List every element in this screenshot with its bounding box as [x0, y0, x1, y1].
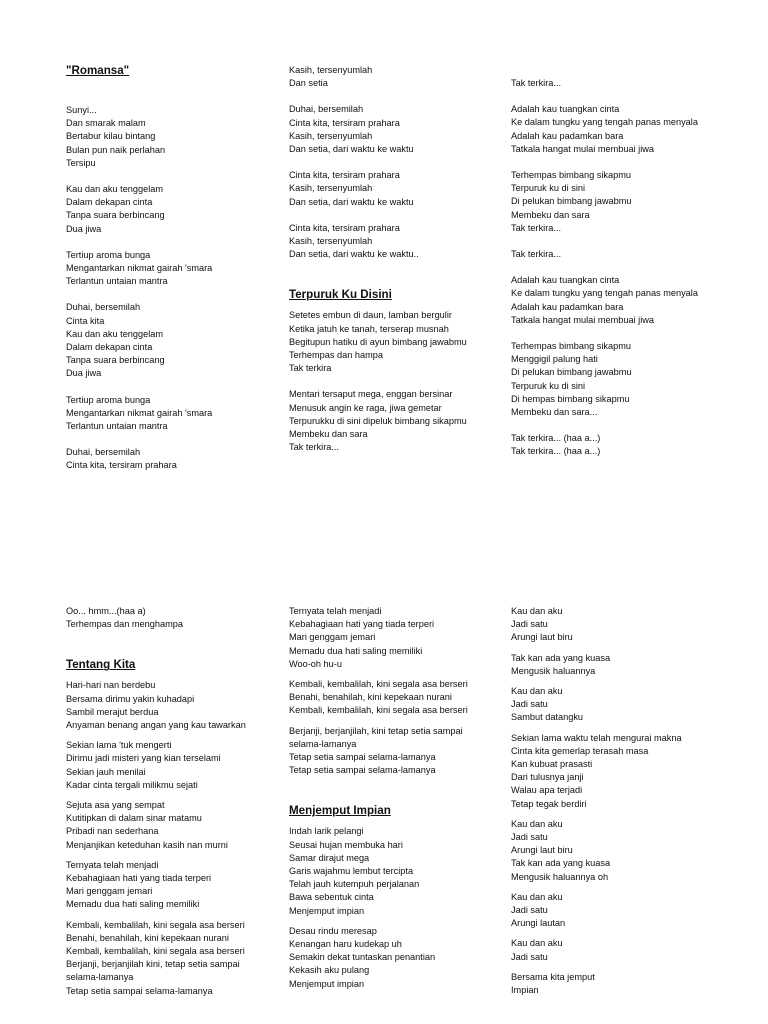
- column-3: [511, 605, 736, 997]
- lyric-line: Cinta kita gemerlap terasah masa: [511, 745, 649, 756]
- lyric-line: Terpuruk ku di sini: [511, 380, 586, 391]
- lyric-line: Hari-hari nan berdebu: [66, 680, 156, 691]
- lyric-line: Terhempas bimbang sikapmu: [511, 170, 632, 181]
- stanza: [511, 169, 736, 235]
- lyric-line: Dan setia, dari waktu ke waktu: [289, 196, 414, 207]
- lyric-line: Bersama kita jemput: [511, 971, 595, 982]
- lyric-line: Tetap setia sampai selama-lamanya: [66, 985, 213, 996]
- lyric-line: Mari genggam jemari: [66, 886, 153, 897]
- lyric-line: Tetap setia sampai selama-lamanya: [289, 752, 436, 763]
- lyric-line: Kau dan aku: [511, 686, 563, 697]
- stanza: [511, 937, 736, 963]
- lyric-line: Duhai, bersemilah: [66, 447, 141, 458]
- stanza: [66, 394, 291, 434]
- stanza: [66, 799, 291, 852]
- lyric-line: Ke dalam tungku yang tengah panas menyala: [511, 288, 698, 299]
- lyric-line: Berjanji, berjanjilah kini, tetap setia sampai: [66, 959, 240, 970]
- lyric-line: Mentari tersaput mega, enggan bersinar: [289, 389, 453, 400]
- lyric-line: Kadar cinta tergali milikmu sejati: [66, 779, 198, 790]
- lyric-line: Cinta kita, tersiram prahara: [66, 460, 177, 471]
- lyric-line: Membeku dan sara: [289, 429, 368, 440]
- lyric-line: Tak kan ada yang kuasa: [511, 652, 611, 663]
- lyric-line: Menjemput impian: [289, 978, 365, 989]
- lyric-line: Arungi lautan: [511, 918, 566, 929]
- lyric-line: Terhempas dan menghampa: [66, 619, 183, 630]
- stanza: [66, 739, 291, 792]
- stanza: [511, 340, 736, 419]
- lyric-line: Tak terkira...: [511, 78, 562, 88]
- lyric-line: Dari tulusnya janji: [511, 772, 584, 783]
- document-page-top: [0, 64, 768, 494]
- stanza: [511, 971, 736, 997]
- lyric-line: Kau dan aku tenggelam: [66, 184, 164, 195]
- lyric-line: Adalah kau tuangkan cinta: [511, 104, 620, 115]
- lyric-line: Tetap setia sampai selama-lamanya: [289, 765, 436, 776]
- lyric-line: Terlantun untaian mantra: [66, 421, 168, 432]
- lyric-line: Terpuruk ku di sini: [511, 183, 586, 194]
- lyric-line: Arungi laut biru: [511, 632, 573, 643]
- lyric-line: Dalam dekapan cinta: [66, 197, 153, 208]
- lyric-line: Kan kubuat prasasti: [511, 759, 593, 770]
- lyric-line: Tanpa suara berbincang: [66, 355, 165, 366]
- stanza: [289, 925, 514, 991]
- stanza: [66, 859, 291, 912]
- lyric-line: Bertabur kilau bintang: [66, 131, 156, 142]
- lyric-line: Bulan pun naik perlahan: [66, 144, 166, 155]
- lyric-line: Mengantarkan nikmat gairah 'smara: [66, 263, 213, 274]
- lyric-line: Menusuk angin ke raga, jiwa gemetar: [289, 402, 442, 413]
- stanza: [289, 169, 514, 209]
- lyric-line: Kasih, tersenyumlah: [289, 236, 373, 247]
- lyric-line: Dan setia, dari waktu ke waktu: [289, 144, 414, 155]
- lyric-line: Kasih, tersenyumlah: [289, 130, 373, 141]
- lyric-line: Terhempas dan hampa: [289, 350, 383, 361]
- lyric-line: Duhai, bersemilah: [289, 104, 364, 115]
- lyric-line: selama-lamanya: [289, 738, 357, 749]
- stanza: [511, 77, 736, 90]
- lyric-line: Desau rindu meresap: [289, 925, 377, 936]
- lyric-line: Bawa sebentuk cinta: [289, 892, 374, 903]
- stanza: [511, 685, 736, 725]
- lyric-line: Jadi satu: [511, 699, 548, 710]
- lyric-line: Berjanji, berjanjilah, kini tetap setia sampai: [289, 725, 463, 736]
- lyric-line: Tak terkira...: [289, 442, 340, 453]
- lyric-line: Di pelukan bimbang jawabmu: [511, 367, 632, 378]
- stanza: [66, 605, 291, 631]
- lyric-line: Cinta kita, tersiram prahara: [289, 170, 400, 181]
- lyric-line: Tanpa suara berbincang: [66, 210, 165, 221]
- stanza: [66, 183, 291, 236]
- stanza: [289, 222, 514, 262]
- lyric-line: Memadu dua hati saling memiliki: [66, 899, 200, 910]
- column-2: [289, 64, 514, 454]
- lyric-line: Sambut datangku: [511, 712, 584, 723]
- lyric-line: Kebahagiaan hati yang tiada terperi: [66, 873, 212, 884]
- stanza: [511, 103, 736, 156]
- lyric-line: Ternyata telah menjadi: [289, 606, 382, 616]
- column-1: [66, 605, 291, 998]
- lyric-line: Impian: [511, 985, 539, 996]
- lyric-line: Kasih, tersenyumlah: [289, 65, 373, 75]
- stanza: [66, 301, 291, 380]
- lyric-line: Cinta kita, tersiram prahara: [289, 117, 400, 128]
- lyric-line: Tatkala hangat mulai membuai jiwa: [511, 143, 654, 154]
- lyric-line: Seusai hujan membuka hari: [289, 839, 403, 850]
- lyric-line: Pribadi nan sederhana: [66, 826, 159, 837]
- lyric-line: Tersipu: [66, 157, 96, 168]
- lyric-line: Di pelukan bimbang jawabmu: [511, 196, 632, 207]
- stanza: [289, 678, 514, 718]
- lyric-line: Tertiup aroma bunga: [66, 394, 151, 405]
- song-title: "Romansa": [66, 64, 130, 77]
- lyric-line: Terhempas bimbang sikapmu: [511, 341, 632, 352]
- lyric-line: Kembali, kembalilah, kini segala asa berseri: [289, 705, 468, 716]
- lyric-line: Cinta kita: [66, 315, 105, 326]
- lyric-line: Semakin dekat tuntaskan penantian: [289, 952, 436, 963]
- stanza: [289, 309, 514, 375]
- lyric-line: Tak terkira...: [511, 249, 562, 260]
- lyric-line: Dirimu jadi misteri yang kian terselami: [66, 753, 221, 764]
- stanza: [511, 248, 736, 261]
- lyric-line: Sekian lama waktu telah mengurai makna: [511, 732, 682, 743]
- lyric-line: Mengantarkan nikmat gairah 'smara: [66, 407, 213, 418]
- lyric-line: Setetes embun di daun, lamban bergulir: [289, 310, 452, 321]
- lyric-line: Tak kan ada yang kuasa: [511, 858, 611, 869]
- lyric-line: Kutitipkan di dalam sinar matamu: [66, 813, 202, 824]
- lyric-line: Jadi satu: [511, 619, 548, 630]
- lyric-line: Mengusik haluannya oh: [511, 871, 609, 882]
- lyric-line: Terlantun untaian mantra: [66, 276, 168, 287]
- lyric-line: Adalah kau padamkan bara: [511, 130, 624, 141]
- song-title: Menjemput Impian: [289, 804, 391, 818]
- lyric-line: Jadi satu: [511, 951, 548, 962]
- lyric-line: Dua jiwa: [66, 368, 102, 379]
- song-title: Terpuruk Ku Disini: [289, 288, 392, 302]
- lyric-line: Sekian lama 'tuk mengerti: [66, 740, 172, 751]
- lyric-line: Kekasih aku pulang: [289, 965, 370, 976]
- lyric-line: Begitupun hatiku di ayun bimbang jawabmu: [289, 336, 467, 347]
- lyric-line: Dan setia, dari waktu ke waktu..: [289, 249, 419, 260]
- lyric-line: Kembali, kembalilah, kini segala asa berseri: [66, 946, 245, 957]
- lyric-line: Tetap tegak berdiri: [511, 798, 587, 809]
- lyric-line: Tak terkira... (haa a...): [511, 446, 601, 457]
- lyric-line: Adalah kau padamkan bara: [511, 301, 624, 312]
- stanza: [66, 919, 291, 998]
- lyric-line: Anyaman benang angan yang kau tawarkan: [66, 720, 246, 731]
- stanza: [511, 274, 736, 327]
- lyric-line: Ketika jatuh ke tanah, terserap musnah: [289, 323, 449, 334]
- lyric-line: Adalah kau tuangkan cinta: [511, 275, 620, 286]
- lyric-line: Mengusik haluannya: [511, 665, 596, 676]
- lyric-line: Kembali, kembalilah, kini segala asa berseri: [66, 919, 245, 930]
- stanza: [289, 103, 514, 156]
- lyric-line: Telah jauh kutempuh perjalanan: [289, 879, 420, 890]
- lyric-line: Menjanjikan keteduhan kasih nan murni: [66, 839, 228, 850]
- lyric-line: Dua jiwa: [66, 223, 102, 234]
- lyric-line: Walau apa terjadi: [511, 785, 583, 796]
- lyric-line: Memadu dua hati saling memiliki: [289, 645, 423, 656]
- lyric-line: Sunyi...: [66, 105, 97, 115]
- lyric-line: Tatkala hangat mulai membuai jiwa: [511, 314, 654, 325]
- lyric-line: Samar dirajut mega: [289, 852, 370, 863]
- lyric-line: Benahi, benahilah, kini kepekaan nurani: [66, 932, 229, 943]
- lyric-line: Terpurukku di sini dipeluk bimbang sikapmu: [289, 415, 467, 426]
- lyric-line: Menggigil palung hati: [511, 354, 598, 365]
- song-title: Tentang Kita: [66, 658, 136, 672]
- lyric-line: Cinta kita, tersiram prahara: [289, 222, 400, 233]
- lyric-line: Kasih, tersenyumlah: [289, 183, 373, 194]
- lyric-line: Jadi satu: [511, 905, 548, 916]
- lyric-line: Benahi, benahilah, kini kepekaan nurani: [289, 692, 452, 703]
- column-1: [66, 64, 291, 473]
- lyric-line: Kembali, kembalilah, kini segala asa berseri: [289, 679, 468, 690]
- lyric-line: Dalam dekapan cinta: [66, 342, 153, 353]
- lyric-line: Tak terkira: [289, 363, 332, 374]
- lyric-line: Kebahagiaan hati yang tiada terperi: [289, 619, 435, 630]
- stanza: [289, 64, 514, 90]
- stanza: [511, 891, 736, 931]
- column-3: [511, 64, 736, 459]
- stanza: [511, 818, 736, 884]
- lyric-line: Dan setia: [289, 78, 328, 89]
- lyric-line: Menjemput impian: [289, 905, 365, 916]
- stanza: [66, 104, 291, 170]
- stanza: [511, 605, 736, 645]
- column-2: [289, 605, 514, 991]
- stanza: [289, 388, 514, 454]
- lyric-line: Membeku dan sara: [511, 209, 590, 220]
- lyric-line: Bersama dirimu yakin kuhadapi: [66, 693, 195, 704]
- lyric-line: selama-lamanya: [66, 972, 134, 983]
- stanza: [66, 446, 291, 472]
- document-page-bottom: [0, 605, 768, 1020]
- lyric-line: Tak terkira... (haa a...): [511, 433, 601, 444]
- stanza: [289, 825, 514, 917]
- lyric-line: Kau dan aku: [511, 818, 563, 829]
- lyric-line: Woo-oh hu-u: [289, 658, 342, 669]
- stanza: [511, 732, 736, 811]
- lyric-line: Sekian jauh menilai: [66, 766, 146, 777]
- lyric-line: Arungi laut biru: [511, 845, 573, 856]
- lyric-line: Ternyata telah menjadi: [66, 859, 159, 870]
- lyric-line: Membeku dan sara...: [511, 407, 598, 418]
- stanza: [289, 605, 514, 671]
- lyric-line: Jadi satu: [511, 832, 548, 843]
- lyric-line: Mari genggam jemari: [289, 632, 376, 643]
- lyric-line: Sejuta asa yang sempat: [66, 800, 165, 811]
- stanza: [66, 249, 291, 289]
- stanza: [66, 679, 291, 732]
- lyric-line: Tertiup aroma bunga: [66, 249, 151, 260]
- lyric-line: Kau dan aku: [511, 606, 563, 616]
- lyric-line: Kau dan aku: [511, 938, 563, 949]
- stanza: [511, 432, 736, 458]
- stanza: [511, 652, 736, 678]
- lyric-line: Garis wajahmu lembut tercipta: [289, 866, 414, 877]
- lyric-line: Duhai, bersemilah: [66, 302, 141, 313]
- lyric-line: Dan smarak malam: [66, 118, 146, 129]
- lyric-line: Kenangan haru kudekap uh: [289, 939, 402, 950]
- lyric-line: Indah larik pelangi: [289, 826, 364, 837]
- lyric-line: Ke dalam tungku yang tengah panas menyala: [511, 117, 698, 128]
- lyric-line: Oo... hmm...(haa a): [66, 606, 146, 616]
- stanza: [289, 725, 514, 778]
- lyric-line: Tak terkira...: [511, 222, 562, 233]
- lyric-line: Sambil merajut berdua: [66, 706, 159, 717]
- lyric-line: Di hempas bimbang sikapmu: [511, 393, 630, 404]
- lyric-line: Kau dan aku tenggelam: [66, 328, 164, 339]
- lyric-line: Kau dan aku: [511, 891, 563, 902]
